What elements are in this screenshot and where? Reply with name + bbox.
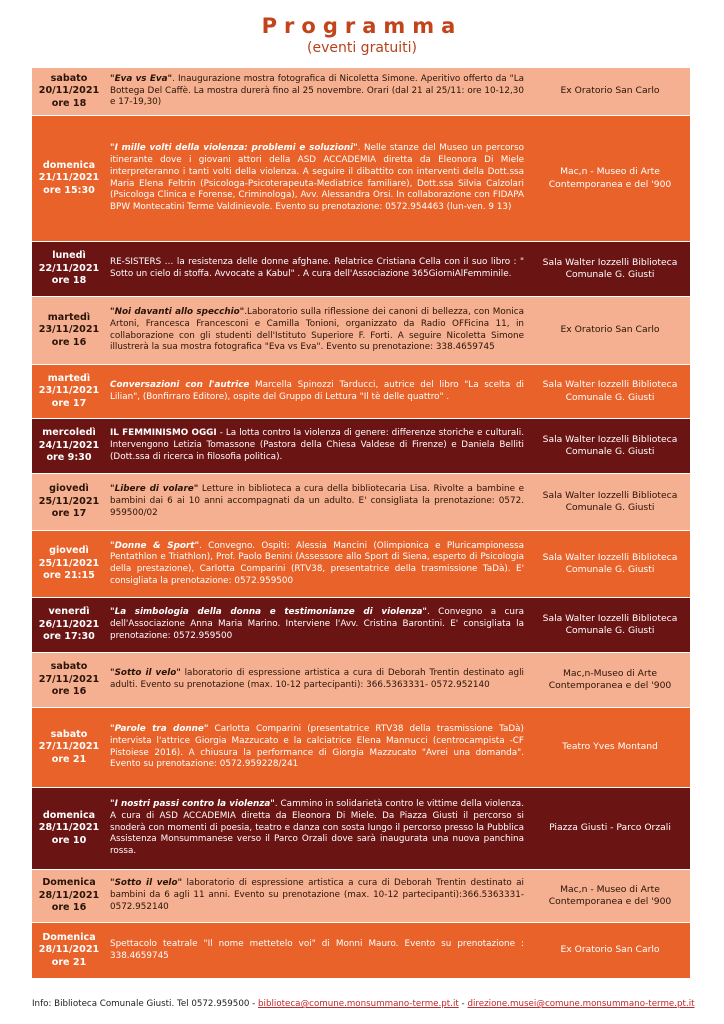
- footer: [32, 999, 712, 1009]
- event-day: martedì: [47, 372, 91, 384]
- event-time: ore 21: [51, 956, 87, 968]
- event-time: ore 16: [51, 902, 87, 914]
- event-description: [106, 653, 530, 707]
- event-date: 22/11/2021: [38, 262, 100, 274]
- event-location: Sala Walter Iozzelli Biblioteca Comunale G. Giusti: [542, 551, 678, 575]
- event-date: 28/11/2021: [38, 822, 100, 834]
- event-location: Sala Walter Iozzelli Biblioteca Comunale G. Giusti: [542, 256, 678, 280]
- event-title: Conversazioni con l'autrice: [110, 379, 250, 390]
- event-location: Mac,n - Museo di Arte Contemporanea e del '900: [548, 883, 672, 907]
- event-date: 23/11/2021: [38, 385, 100, 397]
- event-time: ore 18: [51, 275, 87, 287]
- event-title: "Donne & Sport": [110, 540, 200, 551]
- event-text: . Convegno a cura dell'Associazione Anna Maria Marino. Interviene l'Avv. Cristina Barontini. E' consigliata la prenotazione: 0572.959500: [110, 607, 524, 641]
- event-description: [106, 870, 530, 922]
- event-when: [32, 598, 106, 652]
- event-text: Spettacolo teatrale "Il nome mettetelo voi" di Monni Mauro. Evento su prenotazione : 338.4659745: [110, 938, 524, 961]
- event-time: ore 21: [51, 753, 87, 765]
- event-title: "Sotto il velo": [110, 668, 181, 679]
- event-when: [32, 474, 106, 530]
- event-title: "Parole tra donne": [110, 724, 209, 735]
- event-day: domenica: [42, 809, 96, 821]
- event-text: Marcella Spinozzi Tarducci, autrice del libro "La scelta di Lilian", (Bonfirraro Editore), ospite del Gruppo di Lettura "Il tè delle quattro" .: [110, 379, 524, 402]
- page-header: [0, 14, 724, 56]
- event-date: 28/11/2021: [38, 944, 100, 956]
- event-time: ore 18: [51, 97, 87, 109]
- page-title: Programma: [261, 14, 463, 38]
- event-date: 27/11/2021: [38, 673, 100, 685]
- event-text: .Laboratorio sulla riflessione dei canoni di bellezza, con Monica Artoni, Francesca Francesconi e Camilla Tonioni, organizzato da Radio OFFicina 11, in collaborazione con gli studenti dell'Istituto Superiore F. Forti. A seguire Nicoletta Simone illustrerà la sua mostra fotografica "Eva vs Eva". Evento su prenotazione: 338.4659745: [110, 307, 524, 353]
- event-title: "I mille volti della violenza: problemi e soluzioni": [110, 143, 358, 154]
- event-date: 27/11/2021: [38, 741, 100, 753]
- event-date: 25/11/2021: [38, 495, 100, 507]
- page-subtitle: (eventi gratuiti): [307, 40, 417, 56]
- event-time: ore 21:15: [43, 570, 95, 582]
- event-when: [32, 788, 106, 869]
- event-day: sabato: [50, 72, 88, 84]
- event-row: [32, 419, 690, 474]
- event-time: ore 17:30: [43, 631, 95, 643]
- event-row: [32, 870, 690, 923]
- event-row: [32, 598, 690, 653]
- event-title: "Libere di volare": [110, 484, 199, 495]
- event-row: [32, 708, 690, 788]
- event-location: Piazza Giusti - Parco Orzali: [549, 822, 671, 834]
- event-when: [32, 653, 106, 707]
- event-description: [106, 365, 530, 418]
- event-day: giovedì: [49, 545, 89, 557]
- event-day: Domenica: [42, 877, 96, 889]
- event-date: 24/11/2021: [38, 439, 100, 451]
- event-day: sabato: [50, 661, 88, 673]
- event-time: ore 16: [51, 336, 87, 348]
- event-text: Carlotta Comparini (presentatrice RTV38 della trasmissione TaDà) intervista l'attrice Giorgia Mazzucato e la calciatrice Elena Mannucci (centrocampista -CF Pistoiese 2016). A chiusura la performance di Giorgia Mazzucato "Avrei una domanda". Evento su prenotazione: 0572.959228/241: [110, 724, 524, 770]
- event-date: 20/11/2021: [38, 85, 100, 97]
- event-day: mercoledì: [42, 427, 96, 439]
- event-when: [32, 116, 106, 241]
- event-text: laboratorio di espressione artistica a cura di Deborah Trentin destinato ai bambini da 6 agli 11 anni. Evento su prenotazione (max. 10-12 partecipanti):366.5363331- 0572.952140: [110, 878, 524, 912]
- event-when: [32, 708, 106, 787]
- event-description: [106, 788, 530, 869]
- event-row: [32, 474, 690, 531]
- event-description: [106, 474, 530, 530]
- event-row: [32, 116, 690, 242]
- event-text: . Convegno. Ospiti: Alessia Mancini (Olimpionica e Pluricampionessa Pentathlon e Triathlon), Prof. Paolo Benini (Assessore allo Sport di Siena, esperto di Psicologia della prestazione), Carlotta Comparini (RTV38, presentatrice della trasmissione TaDà). E' consigliata la prenotazione: 0572.959500: [110, 540, 524, 586]
- event-location: Sala Walter Iozzelli Biblioteca Comunale G. Giusti: [542, 379, 678, 403]
- event-text: . Cammino in solidarietà contro le vittime della violenza. A cura di ASD ACCADEMIA diretta da Eleonora Di Miele. Da Piazza Giusti il percorso si snoderà con momenti di poesia, teatro e danza con sosta lungo il percorso presso la Pubblica Assistenza Monsummanese verso il Parco Orzali dove sarà inaugurata una nuova panchina rossa.: [110, 799, 524, 857]
- email-link-biblioteca[interactable]: biblioteca@comune.monsummano-terme.pt.it: [258, 999, 459, 1009]
- event-time: ore 17: [51, 397, 87, 409]
- email-link-musei[interactable]: direzione.musei@comune.monsummano-terme.pt.it: [467, 999, 695, 1009]
- footer-separator: -: [458, 999, 468, 1009]
- event-text: Letture in biblioteca a cura della bibliotecaria Lisa. Rivolte a bambine e bambini dai 6 ai 10 anni accompagnati da un adulto. E' consigliata la prenotazione: 0572. 959500/02: [110, 484, 524, 518]
- event-title: IL FEMMINISMO OGGI: [110, 428, 217, 439]
- event-location: Teatro Yves Montand: [562, 741, 658, 753]
- event-row: [32, 653, 690, 708]
- event-row: [32, 788, 690, 870]
- event-text: RE-SISTERS … la resistenza delle donne afghane. Relatrice Cristiana Cella con il suo libro : " Sotto un cielo di stoffa. Avvocate a Kabul" . A cura dell'Associazione 365GiorniAlFemminile.: [110, 257, 524, 279]
- event-location: Sala Walter Iozzelli Biblioteca Comunale G. Giusti: [542, 489, 678, 513]
- event-text: . Nelle stanze del Museo un percorso itinerante dove i giovani attori della ASD ACCADEMIA diretta da Eleonora Di Miele interpreteranno i tanti volti della violenza. A seguire il dibattito con interventi della Dott.ssa Maria Elena Feltrin (Psicologa-Psicoterapeuta-Mediatrice familiare), Dott.ssa Silvia Calzolari (Psicologa Clinica e Forense, Criminologa), Avv. Alessandra Orsi. In collaborazione con FIDAPA BPW Montecatini Terme Valdinievole. Evento su prenotazione: 0572.954463 (lun-ven. 9 13): [110, 143, 525, 212]
- event-description: [106, 708, 530, 787]
- event-time: ore 9:30: [46, 452, 92, 464]
- event-when: [32, 242, 106, 296]
- event-when: [32, 531, 106, 597]
- event-row: [32, 242, 690, 297]
- event-day: domenica: [42, 159, 96, 171]
- event-description: [106, 598, 530, 652]
- event-time: ore 16: [51, 686, 87, 698]
- event-when: [32, 297, 106, 364]
- event-description: [106, 116, 530, 241]
- event-when: [32, 68, 106, 115]
- event-title: "I nostri passi contro la violenza": [110, 799, 275, 810]
- event-description: [106, 419, 530, 473]
- event-date: 21/11/2021: [38, 172, 100, 184]
- event-location: Ex Oratorio San Carlo: [560, 324, 660, 336]
- event-when: [32, 870, 106, 922]
- event-time: ore 17: [51, 508, 87, 520]
- event-when: [32, 419, 106, 473]
- event-day: lunedì: [52, 250, 86, 262]
- event-description: [106, 923, 530, 978]
- event-location: Mac,n - Museo di Arte Contemporanea e del '900: [548, 166, 672, 190]
- event-date: 28/11/2021: [38, 889, 100, 901]
- event-title: "La simbologia della donna e testimonianze di violenza": [110, 607, 428, 618]
- event-location: Mac,n-Museo di Arte Contemporanea e del '900: [548, 667, 672, 691]
- event-location: Sala Walter Iozzelli Biblioteca Comunale G. Giusti: [542, 433, 678, 457]
- event-location: Ex Oratorio San Carlo: [560, 85, 660, 97]
- event-location: Ex Oratorio San Carlo: [560, 944, 660, 956]
- event-description: [106, 242, 530, 296]
- events-table: [32, 68, 690, 979]
- footer-info: Info: Biblioteca Comunale Giusti. Tel 0572.959500 -: [32, 999, 259, 1009]
- event-description: [106, 68, 530, 115]
- event-date: 26/11/2021: [38, 618, 100, 630]
- event-time: ore 15:30: [43, 184, 95, 196]
- event-day: Domenica: [42, 931, 96, 943]
- event-text: . Inaugurazione mostra fotografica di Nicoletta Simone. Aperitivo offerto da "La Bottega Del Caffè. La mostra durerà fino al 25 novembre. Orari (dal 21 al 25/11: ore 10-12,30 e 17-19,30): [110, 73, 524, 108]
- event-row: [32, 297, 690, 365]
- event-day: sabato: [50, 728, 88, 740]
- event-text: - La lotta contro la violenza di genere: differenze storiche e culturali. Intervengono Letizia Tomassone (Pastora della Chiesa Valdese di Firenze) e Daniela Belliti (Dott.ssa di ricerca in filosofia politica).: [110, 428, 524, 462]
- event-day: giovedì: [49, 483, 89, 495]
- event-date: 23/11/2021: [38, 324, 100, 336]
- event-row: [32, 531, 690, 598]
- event-row: [32, 68, 690, 116]
- event-description: [106, 531, 530, 597]
- event-when: [32, 365, 106, 418]
- event-row: [32, 365, 690, 419]
- event-row: [32, 923, 690, 979]
- event-title: "Eva vs Eva": [110, 73, 173, 84]
- event-day: venerdì: [48, 606, 90, 618]
- event-date: 25/11/2021: [38, 557, 100, 569]
- event-title: "Sotto il velo": [110, 878, 183, 889]
- event-title: "Noi davanti allo specchio": [110, 307, 245, 318]
- event-description: [106, 297, 530, 364]
- event-time: ore 10: [51, 834, 87, 846]
- event-text: laboratorio di espressione artistica a cura di Deborah Trentin destinato agli adulti. Evento su prenotazione (max. 10-12 partecipanti): 366.5363331- 0572.952140: [110, 668, 524, 690]
- event-when: [32, 923, 106, 978]
- event-location: Sala Walter Iozzelli Biblioteca Comunale G. Giusti: [542, 612, 678, 636]
- event-day: martedì: [47, 311, 91, 323]
